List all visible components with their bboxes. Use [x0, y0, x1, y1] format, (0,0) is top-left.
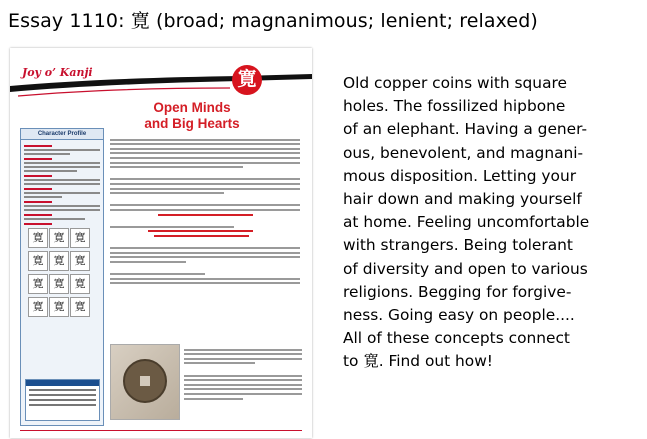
character-profile-box — [20, 128, 104, 426]
blurb-line: All of these concepts connect — [343, 329, 570, 348]
coin-photo — [110, 344, 180, 420]
character-profile-body — [21, 140, 103, 319]
grid-kanji: 寛 — [70, 274, 90, 294]
blurb-line: of diversity and open to various — [343, 259, 588, 278]
grid-kanji: 寛 — [49, 251, 69, 271]
grid-kanji: 寛 — [28, 228, 48, 248]
grid-kanji: 寛 — [70, 251, 90, 271]
blurb-line: to 寛. Find out how! — [343, 352, 493, 371]
blurb-line: at home. Feeling uncomfortable — [343, 213, 590, 232]
blurb-line: mous disposition. Letting your — [343, 166, 577, 185]
document-title — [122, 100, 262, 132]
grid-kanji: 寛 — [70, 297, 90, 317]
grid-kanji: 寛 — [28, 251, 48, 271]
essay-thumbnail[interactable] — [10, 48, 312, 438]
blurb-line: hair down and making yourself — [343, 190, 582, 209]
grid-kanji: 寛 — [70, 228, 90, 248]
kanji-seal: 寛 — [232, 65, 262, 95]
document-title-line-1: Open Minds — [153, 100, 231, 115]
essay-blurb — [343, 72, 643, 374]
blurb-line: of an elephant. Having a gener- — [343, 120, 588, 139]
blurb-line: holes. The fossilized hipbone — [343, 97, 566, 116]
essay-stats-box — [25, 379, 100, 421]
essay-body-text — [110, 136, 300, 287]
document-title-line-2: and Big Hearts — [144, 116, 240, 131]
grid-kanji: 寛 — [28, 274, 48, 294]
kanji-stroke-grid — [28, 228, 100, 317]
coin-image — [123, 359, 167, 403]
grid-kanji: 寛 — [28, 297, 48, 317]
blurb-line: Old copper coins with square — [343, 74, 567, 92]
grid-kanji: 寛 — [49, 274, 69, 294]
page-footer — [20, 430, 302, 435]
character-profile-heading: Character Profile — [21, 129, 103, 140]
grid-kanji: 寛 — [49, 297, 69, 317]
essay-title: Essay 1110: 寛 (broad; magnanimous; lenient; relaxed) — [8, 10, 538, 32]
grid-kanji: 寛 — [49, 228, 69, 248]
blurb-line: religions. Begging for forgive- — [343, 282, 572, 301]
photo-caption — [184, 346, 302, 402]
blurb-line: with strangers. Being tolerant — [343, 236, 573, 255]
blurb-line: ous, benevolent, and magnani- — [343, 143, 584, 162]
blurb-line: ness. Going easy on people.... — [343, 306, 575, 325]
joy-o-kanji-logo: Joy o’ Kanji — [22, 66, 93, 79]
